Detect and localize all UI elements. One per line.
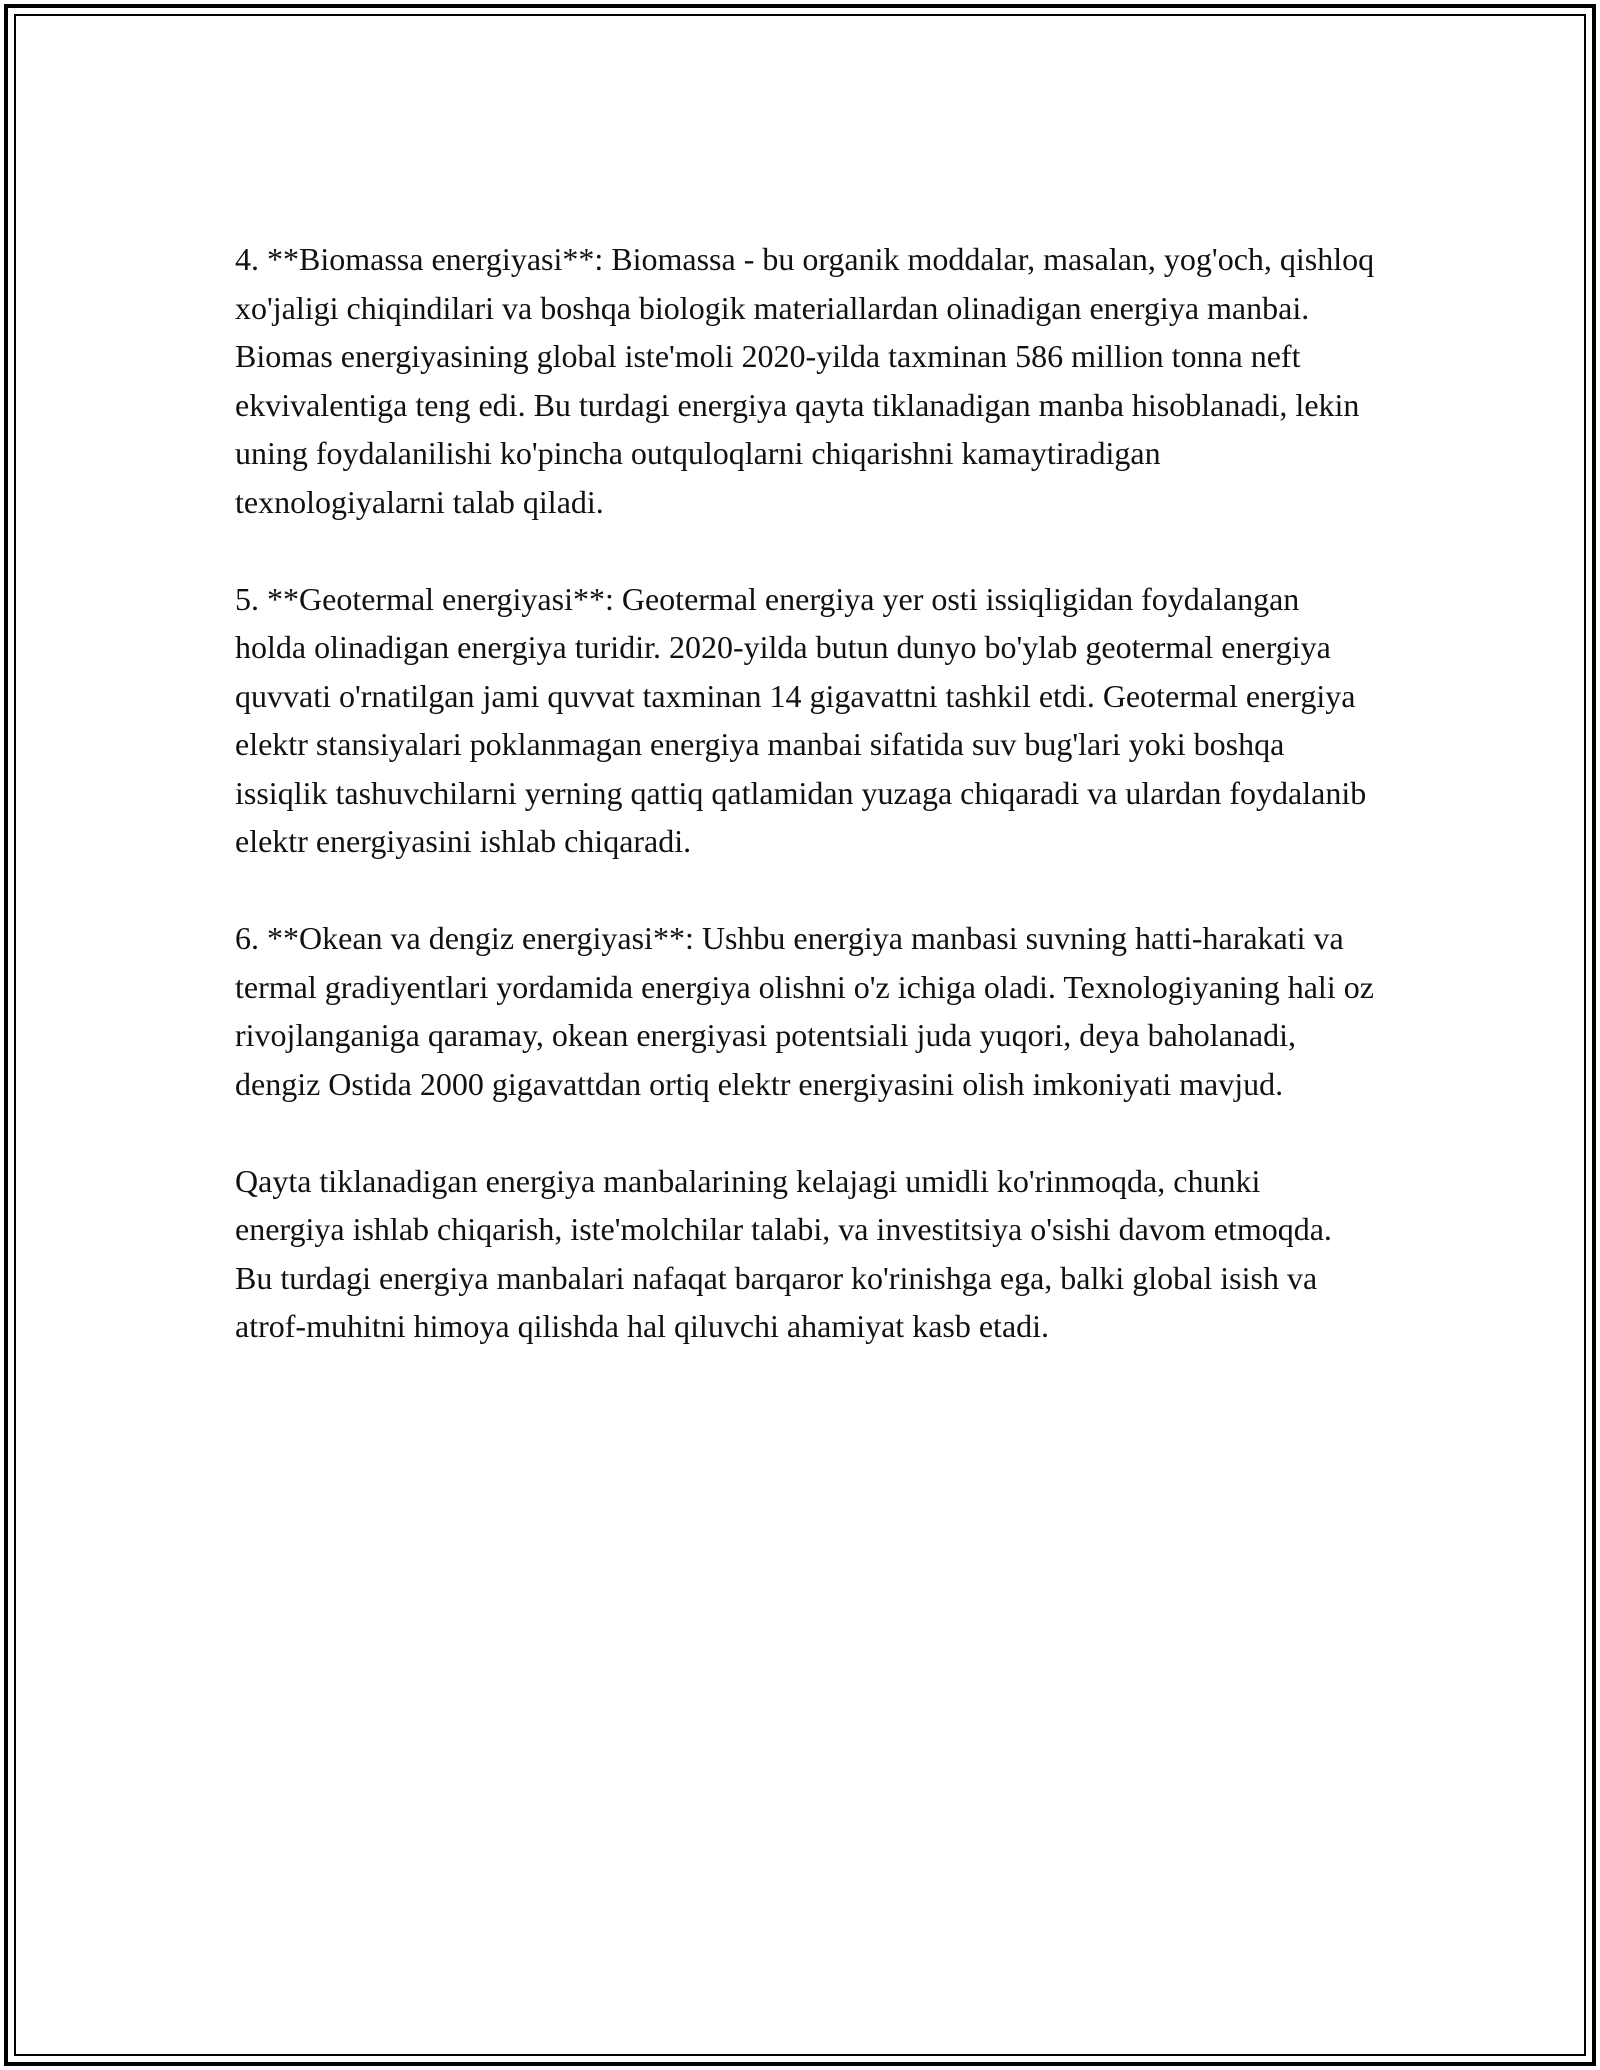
paragraph-ocean: 6. **Okean va dengiz energiyasi**: Ushbu energiya manbasi suvning hatti-harakati va termal gradiyentlari yordamida energiya olishni o'z ichiga oladi. Texnologiyaning hali oz rivojlanganiga qaramay, okean energiyasi potentsiali juda yuqori, deya baholanadi, dengiz Ostida 2000 gigavattdan ortiq elektr energiyasini olish imkoniyati mavjud. <box>235 920 1374 1102</box>
paragraph-biomass: 4. **Biomassa energiyasi**: Biomassa - bu organik moddalar, masalan, yog'och, qishloq xo'jaligi chiqindilari va boshqa biologik materiallardan olinadigan energiya manbai. Biomas energiyasining global iste'moli 2020-yilda taxminan 586 million tonna neft ekvivalentiga teng edi. Bu turdagi energiya qayta tiklanadigan manba hisoblanadi, lekin uning foydalanilishi ko'pincha outquloqlarni chiqarishni kamaytiradigan texnologiyalarni talab qiladi. <box>235 241 1375 520</box>
document-body <box>235 235 1375 1399</box>
paragraph-conclusion: Qayta tiklanadigan energiya manbalarining kelajagi umidli ko'rinmoqda, chunki energiya ishlab chiqarish, iste'molchilar talabi, va investitsiya o'sishi davom etmoqda. Bu turdagi energiya manbalari nafaqat barqaror ko'rinishga ega, balki global isish va atrof-muhitni himoya qilishda hal qiluvchi ahamiyat kasb etadi. <box>235 1162 1332 1344</box>
paragraph-geothermal: 5. **Geotermal energiyasi**: Geotermal energiya yer osti issiqligidan foydalangan holda olinadigan energiya turidir. 2020-yilda butun dunyo bo'ylab geotermal energiya quvvati o'rnatilgan jami quvvat taxminan 14 gigavattni tashkil etdi. Geotermal energiya elektr stansiyalari poklanmagan energiya manbai sifatida suv bug'lari yoki boshqa issiqlik tashuvchilarni yerning qattiq qatlamidan yuzaga chiqaradi va ulardan foydalanib elektr energiyasini ishlab chiqaradi. <box>235 580 1367 859</box>
